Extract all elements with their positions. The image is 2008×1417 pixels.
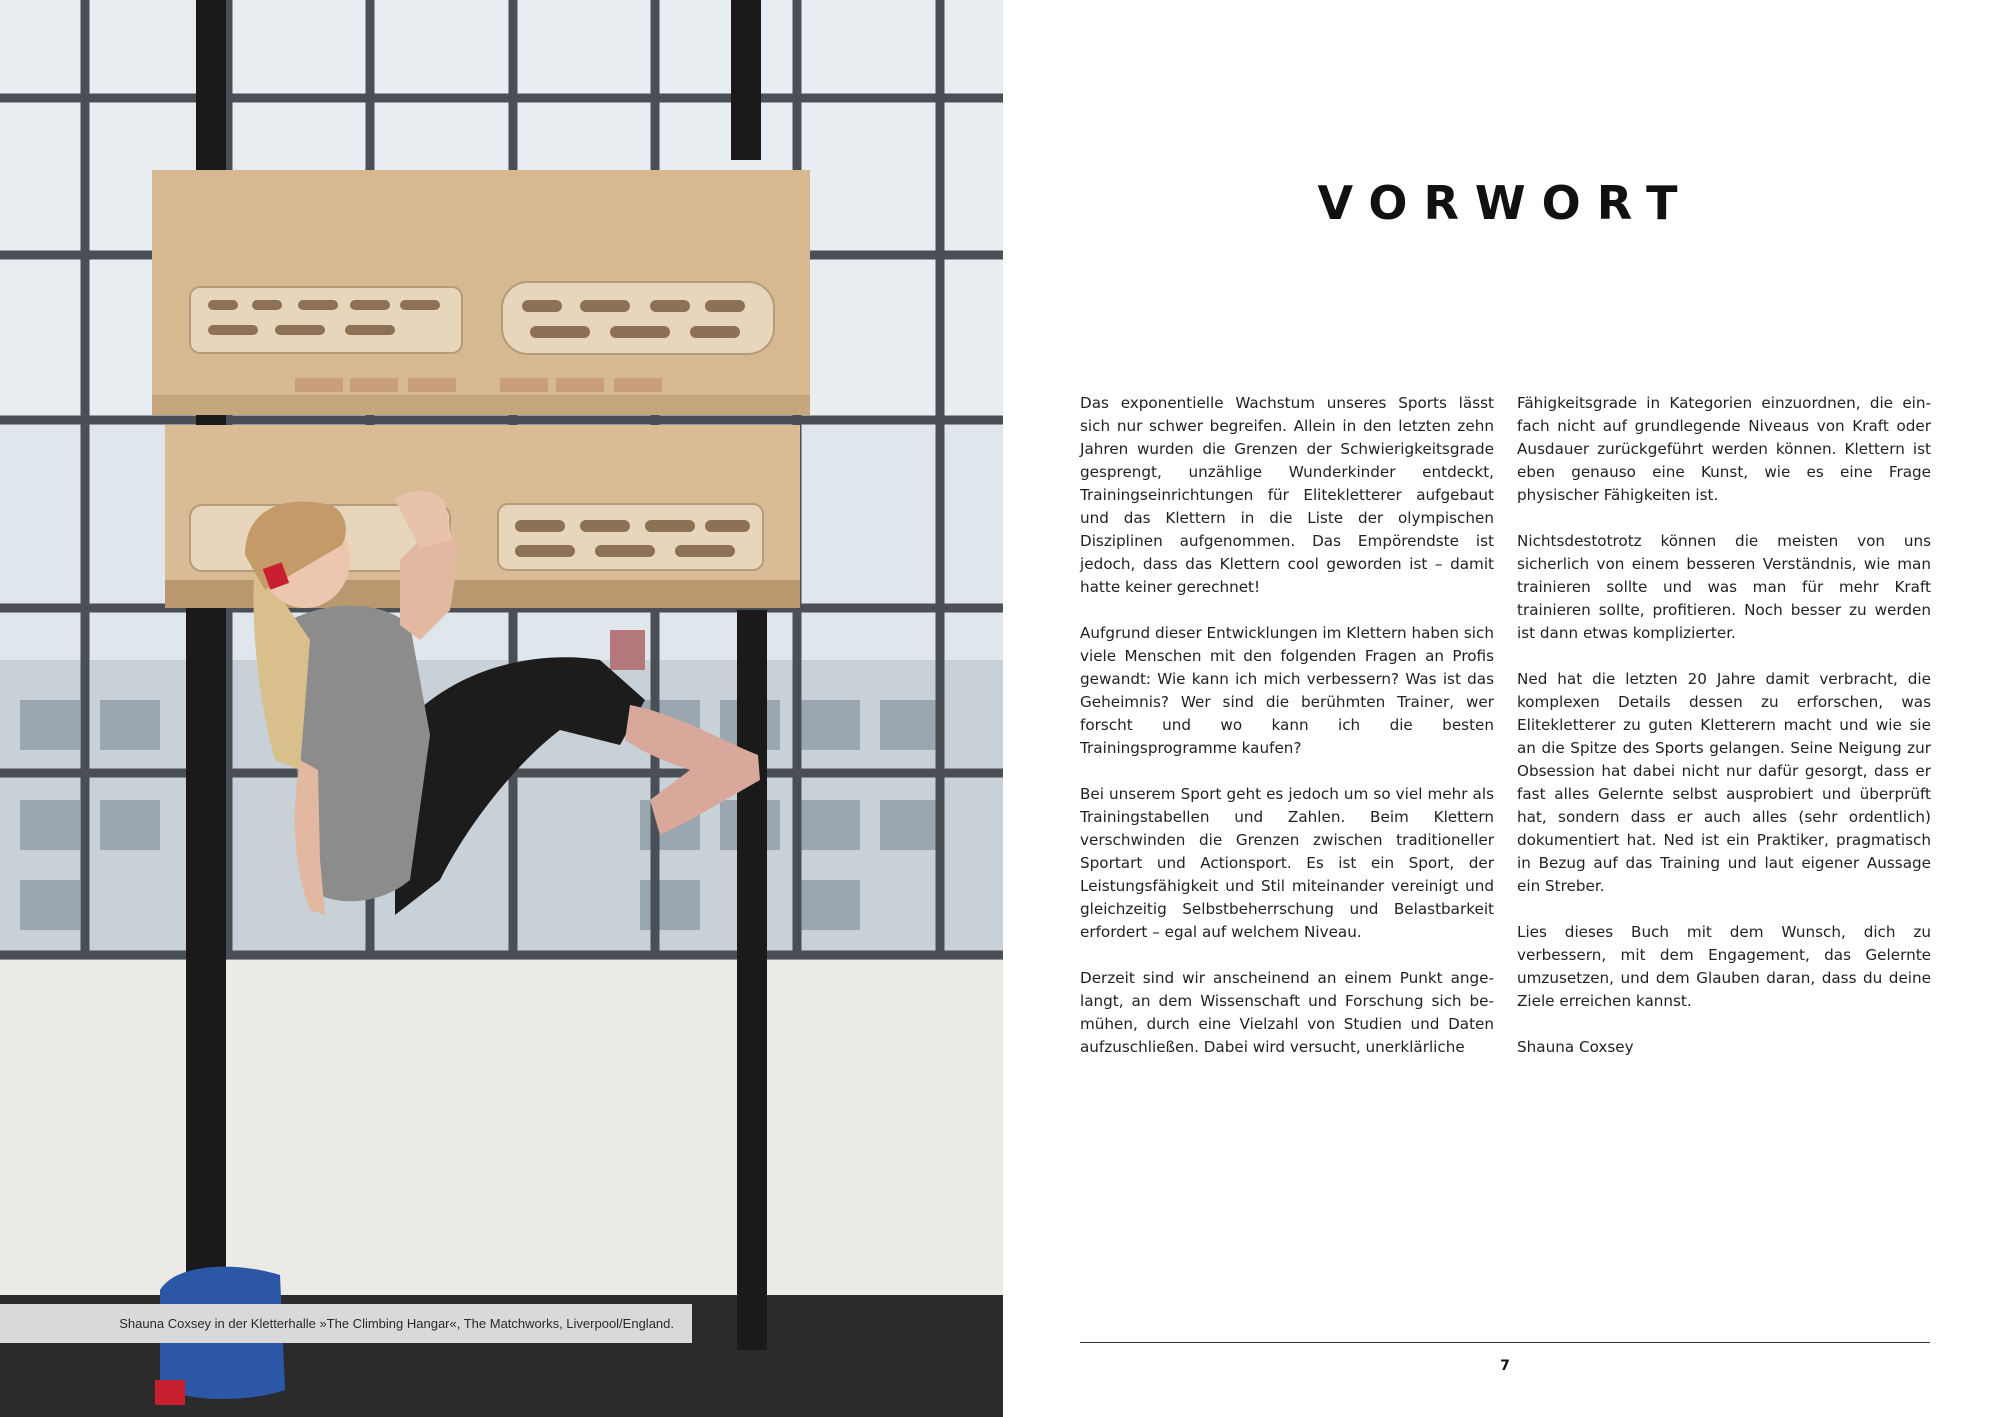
left-text-column bbox=[1080, 392, 1494, 1082]
paragraph: Nichtsdestotrotz können die meisten von uns sicherlich von einem besseren Verständnis, wie man trainieren sollte und was man für mehr Kraft trainieren sollte, profitieren. Noch besser zu werden ist dann etwas komplizierter. bbox=[1517, 532, 1931, 642]
paragraph: Lies dieses Buch mit dem Wunsch, dich zu verbessern, mit dem Engagement, das Gelernte umzusetzen, und dem Glauben daran, dass du deine Ziele erreichen kannst. bbox=[1517, 923, 1931, 1010]
paragraph: Bei unserem Sport geht es jedoch um so viel mehr als Trainingstabellen und Zahlen. Beim Klettern verschwinden die Grenzen zwischen traditioneller Sportart und Actionsport. Es ist ein Sport, der Leistungsfähigkeit und Stil miteinander vereinigt und gleichzeitig Selbstbeherrschung und Belastbarkeit erfordert – egal auf welchem Niveau. bbox=[1080, 785, 1494, 941]
page-title: VORWORT bbox=[1317, 176, 1694, 230]
right-text-column bbox=[1517, 392, 1931, 1082]
paragraph: Aufgrund dieser Entwicklungen im Klettern haben sich viele Menschen mit den folgenden Fragen an Profis gewandt: Wie kann ich mich verbessern? Was ist das Geheimnis? Wer sind die berühmten Trainer, wer forscht und wo kann ich die besten Trainingsprogramme kaufen? bbox=[1080, 624, 1494, 757]
author-signature: Shauna Coxsey bbox=[1517, 1038, 1634, 1056]
climber-photo-illustration bbox=[0, 0, 1003, 1417]
page-number: 7 bbox=[1500, 1358, 1510, 1374]
paragraph: Fähigkeitsgrade in Kategorien einzuordnen, die einfach nicht auf grundlegende Niveaus von Kraft oder Ausdauer zurückgeführt werden können. Klettern ist eben genauso eine Kunst, wie es eine Frage physischer Fähigkeiten ist. bbox=[1517, 394, 1931, 504]
footer-rule bbox=[1080, 1342, 1930, 1343]
photo bbox=[0, 0, 1003, 1417]
paragraph: Das exponentielle Wachstum unseres Sports lässt sich nur schwer begreifen. Allein in den letzten zehn Jahren wurden die Grenzen der Schwierigkeitsgrade gesprengt, unzählige Wunderkinder entdeckt, Trainingseinrichtungen für Elitekletterer aufgebaut und das Klettern in die Liste der olympischen Disziplinen aufgenommen. Das Empörendste ist jedoch, dass das Klettern cool geworden ist – damit hatte keiner gerechnet! bbox=[1080, 394, 1494, 596]
photo-caption: Shauna Coxsey in der Kletterhalle »The Climbing Hangar«, The Matchworks, Liverpool/England. bbox=[0, 1304, 692, 1343]
paragraph: Derzeit sind wir anscheinend an einem Punkt angelangt, an dem Wissenschaft und Forschung sich bemühen, durch eine Vielzahl von Studien und Daten aufzuschließen. Dabei wird versucht, unerklärliche bbox=[1080, 969, 1494, 1056]
paragraph: Ned hat die letzten 20 Jahre damit verbracht, die komplexen Details dessen zu erforschen, was Elitekletterer zu guten Kletterern macht und wie sie an die Spitze des Sports gelangen. Seine Neigung zur Obsession hat dabei nicht nur dafür gesorgt, dass er fast alles Gelernte selbst ausprobiert und überprüft hat, sondern dass er auch alles (sehr ordentlich) dokumentiert hat. Ned ist ein Praktiker, pragmatisch in Bezug auf das Training und laut eigener Aussage ein Streber. bbox=[1517, 670, 1931, 895]
